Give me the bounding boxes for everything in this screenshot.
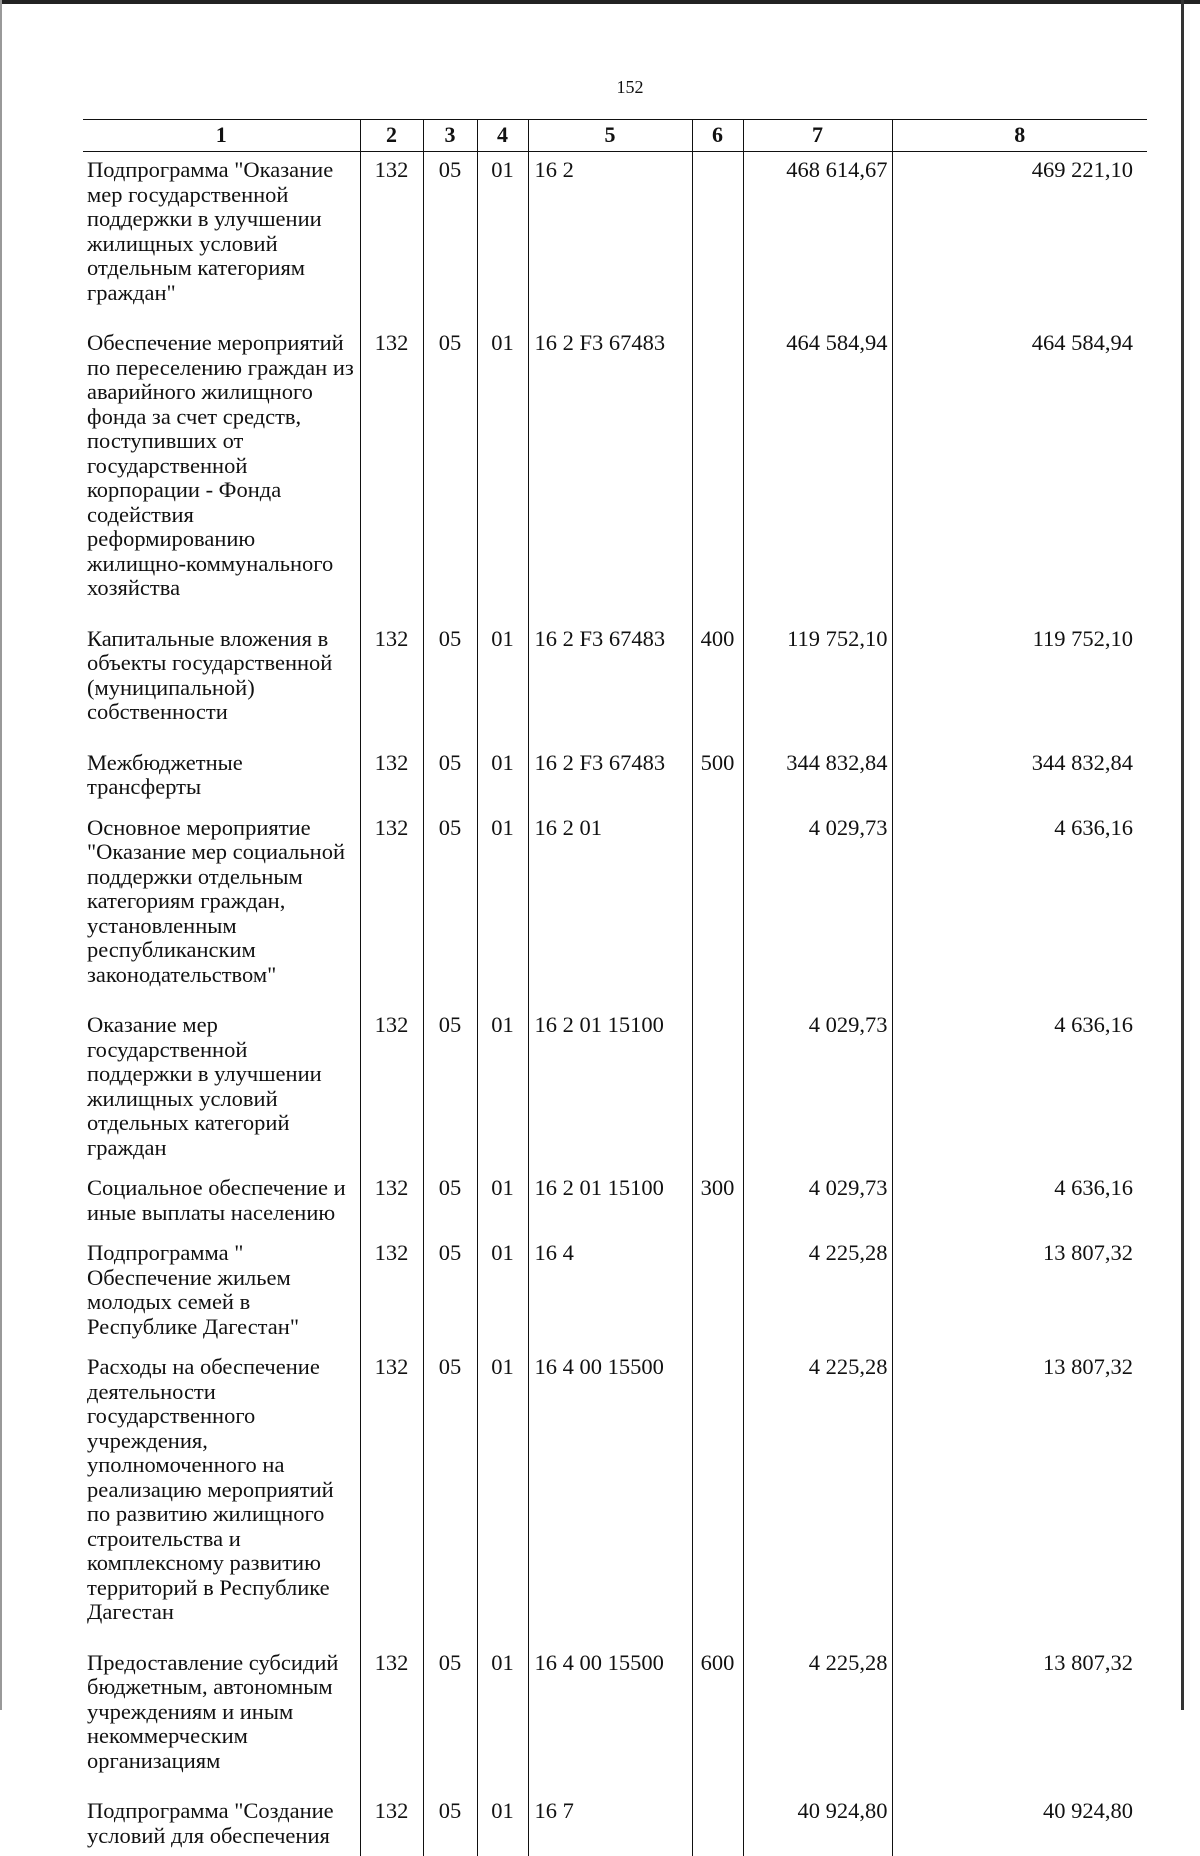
row-amount-year-2: 344 832,84 (892, 745, 1147, 810)
scan-edge-top (0, 0, 1200, 4)
row-name: Межбюджетные трансферты (87, 749, 243, 799)
row-ministry-code: 132 (360, 1349, 423, 1645)
row-ministry-code: 132 (360, 1645, 423, 1794)
row-amount-year-2: 13 807,32 (892, 1235, 1147, 1349)
row-expense-type (692, 152, 743, 326)
table-row (83, 810, 1147, 1008)
table-row (83, 1235, 1147, 1349)
row-ministry-code: 132 (360, 152, 423, 326)
row-amount-year-1: 4 029,73 (743, 810, 892, 1008)
row-target-article: 16 2 01 15100 (528, 1170, 692, 1235)
row-amount-year-2: 4 636,16 (892, 810, 1147, 1008)
row-amount-year-1: 468 614,67 (743, 152, 892, 326)
row-subsection-code: 01 (477, 1793, 528, 1856)
row-subsection-code: 01 (477, 1645, 528, 1794)
row-amount-year-2: 4 636,16 (892, 1007, 1147, 1170)
row-name: Оказание мер государственной поддержки в улучшении жилищных условий отдельных категорий граждан (87, 1012, 322, 1160)
row-name: Подпрограмма " Обеспечение жильем молодых семей в Республике Дагестан" (87, 1240, 300, 1339)
row-subsection-code: 01 (477, 745, 528, 810)
row-target-article: 16 2 F3 67483 (528, 621, 692, 745)
row-section-code: 05 (423, 325, 477, 621)
row-amount-year-1: 4 225,28 (743, 1349, 892, 1645)
row-subsection-code: 01 (477, 1235, 528, 1349)
row-subsection-code: 01 (477, 1349, 528, 1645)
row-expense-type (692, 1793, 743, 1856)
row-name: Социальное обеспечение и иные выплаты населению (87, 1175, 346, 1225)
table-row (83, 621, 1147, 745)
header-col-3: 3 (423, 120, 477, 152)
row-name: Обеспечение мероприятий по переселению граждан из аварийного жилищного фонда за счет средств, поступивших от государственной корпорации - Фонда содействия реформированию жилищно-коммунального хозяйства (87, 330, 354, 600)
header-row (83, 120, 1147, 152)
header-col-8: 8 (892, 120, 1147, 152)
row-ministry-code: 132 (360, 621, 423, 745)
row-name: Расходы на обеспечение деятельности государственного учреждения, уполномоченного на реализацию мероприятий по развитию жилищного строительства и комплексному развитию территорий в Республике Дагестан (87, 1354, 334, 1624)
row-name: Основное мероприятие "Оказание мер социальной поддержки отдельным категориям граждан, установленным республиканским законодательством" (87, 814, 346, 987)
budget-table (83, 119, 1147, 1856)
row-amount-year-1: 4 029,73 (743, 1170, 892, 1235)
table-row (83, 1645, 1147, 1794)
table-row (83, 152, 1147, 326)
row-expense-type: 600 (692, 1645, 743, 1794)
row-expense-type: 400 (692, 621, 743, 745)
row-ministry-code: 132 (360, 1235, 423, 1349)
row-ministry-code: 132 (360, 745, 423, 810)
table-row (83, 1793, 1147, 1856)
row-expense-type (692, 325, 743, 621)
header-col-6: 6 (692, 120, 743, 152)
row-target-article: 16 2 (528, 152, 692, 326)
table-row (83, 745, 1147, 810)
row-amount-year-1: 4 225,28 (743, 1235, 892, 1349)
row-name: Подпрограмма "Оказание мер государственной поддержки в улучшении жилищных условий отдельным категориям граждан" (87, 157, 334, 305)
row-name: Подпрограмма "Создание условий для обеспечения (87, 1798, 334, 1848)
row-section-code: 05 (423, 1349, 477, 1645)
row-subsection-code: 01 (477, 325, 528, 621)
header-col-1: 1 (83, 120, 360, 152)
row-amount-year-1: 464 584,94 (743, 325, 892, 621)
row-section-code: 05 (423, 745, 477, 810)
row-section-code: 05 (423, 1007, 477, 1170)
row-amount-year-2: 119 752,10 (892, 621, 1147, 745)
table-row (83, 1007, 1147, 1170)
header-col-5: 5 (528, 120, 692, 152)
table-row (83, 325, 1147, 621)
row-subsection-code: 01 (477, 1007, 528, 1170)
scan-edge-right (1181, 0, 1184, 1710)
row-section-code: 05 (423, 152, 477, 326)
row-ministry-code: 132 (360, 1007, 423, 1170)
row-expense-type (692, 1007, 743, 1170)
row-section-code: 05 (423, 621, 477, 745)
row-amount-year-2: 13 807,32 (892, 1645, 1147, 1794)
row-amount-year-1: 119 752,10 (743, 621, 892, 745)
row-amount-year-1: 4 029,73 (743, 1007, 892, 1170)
row-amount-year-2: 469 221,10 (892, 152, 1147, 326)
row-name: Капитальные вложения в объекты государственной (муниципальной) собственности (87, 625, 333, 724)
table-row (83, 1349, 1147, 1645)
row-section-code: 05 (423, 1170, 477, 1235)
row-expense-type: 500 (692, 745, 743, 810)
row-ministry-code: 132 (360, 1793, 423, 1856)
row-target-article: 16 7 (528, 1793, 692, 1856)
row-section-code: 05 (423, 1645, 477, 1794)
row-ministry-code: 132 (360, 1170, 423, 1235)
row-ministry-code: 132 (360, 810, 423, 1008)
row-amount-year-2: 464 584,94 (892, 325, 1147, 621)
row-amount-year-2: 4 636,16 (892, 1170, 1147, 1235)
scan-edge-left (0, 0, 2, 1710)
row-section-code: 05 (423, 1235, 477, 1349)
row-amount-year-2: 40 924,80 (892, 1793, 1147, 1856)
row-ministry-code: 132 (360, 325, 423, 621)
row-name: Предоставление субсидий бюджетным, автономным учреждениям и иным некоммерческим организациям (87, 1649, 339, 1773)
row-target-article: 16 2 F3 67483 (528, 745, 692, 810)
row-amount-year-2: 13 807,32 (892, 1349, 1147, 1645)
row-amount-year-1: 4 225,28 (743, 1645, 892, 1794)
table-row (83, 1170, 1147, 1235)
row-subsection-code: 01 (477, 1170, 528, 1235)
row-target-article: 16 4 00 15500 (528, 1349, 692, 1645)
row-amount-year-1: 344 832,84 (743, 745, 892, 810)
header-col-7: 7 (743, 120, 892, 152)
row-target-article: 16 2 01 (528, 810, 692, 1008)
header-col-2: 2 (360, 120, 423, 152)
row-section-code: 05 (423, 1793, 477, 1856)
row-section-code: 05 (423, 810, 477, 1008)
row-subsection-code: 01 (477, 152, 528, 326)
row-expense-type: 300 (692, 1170, 743, 1235)
row-subsection-code: 01 (477, 621, 528, 745)
row-target-article: 16 4 (528, 1235, 692, 1349)
page-number: 152 (616, 77, 644, 97)
row-expense-type (692, 810, 743, 1008)
row-expense-type (692, 1349, 743, 1645)
row-subsection-code: 01 (477, 810, 528, 1008)
row-amount-year-1: 40 924,80 (743, 1793, 892, 1856)
row-expense-type (692, 1235, 743, 1349)
header-col-4: 4 (477, 120, 528, 152)
row-target-article: 16 4 00 15500 (528, 1645, 692, 1794)
row-target-article: 16 2 F3 67483 (528, 325, 692, 621)
row-target-article: 16 2 01 15100 (528, 1007, 692, 1170)
